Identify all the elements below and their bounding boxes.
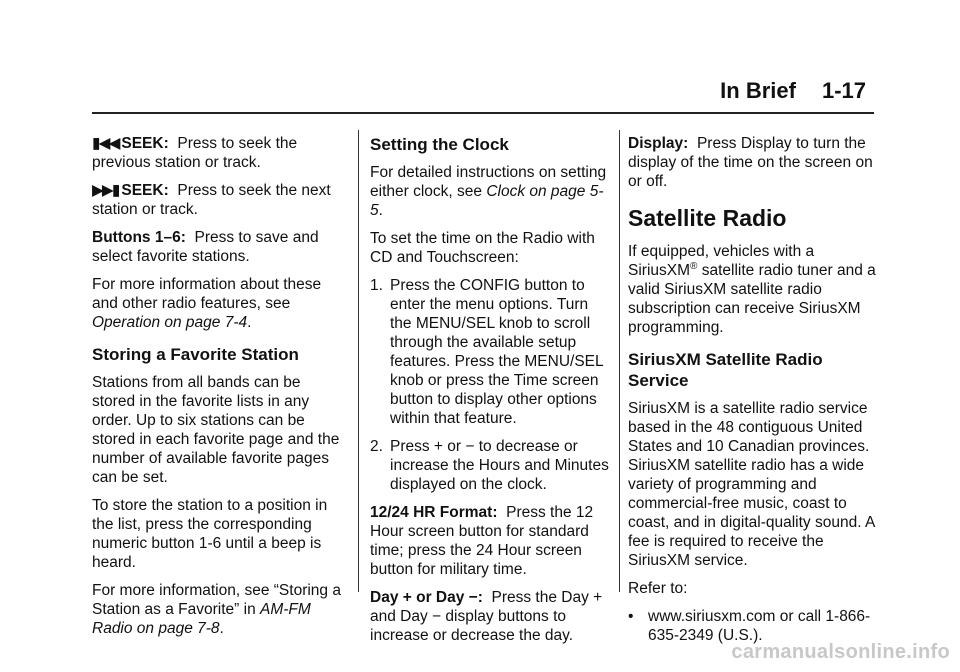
day-label: Day + or Day −: <box>370 589 483 606</box>
watermark: carmanualsonline.info <box>731 641 950 663</box>
more-info-text: For more information about these and other radio features, see <box>92 276 322 312</box>
seek-prev-label: SEEK: <box>121 135 169 152</box>
hr-format-text: Press the 12 Hour screen button for standard time; press the 24 Hour screen button for military time. <box>370 504 594 578</box>
clock-ref-link[interactable]: Clock on page 5-5 <box>370 183 604 219</box>
step-number: 1. <box>370 277 383 294</box>
service-p1: SiriusXM is a satellite radio service based in the 48 contiguous United States and 10 Canadian provinces. SiriusXM satellite radio has a wide variety of programming and commercial-free music, coast to coast, and in digital-quality sound. A fee is required to receive the SiriusXM service. <box>628 400 875 569</box>
step-text: Press the CONFIG button to enter the menu options. Turn the MENU/SEL knob to scroll through the available setup features. Press the MENU/SEL knob or press the Time screen button to display other options within that feature. <box>390 277 604 427</box>
header-rule <box>92 112 874 114</box>
amfm-ref-link[interactable]: AM-FM Radio on page 7-8 <box>92 601 311 637</box>
more-info-paragraph <box>92 275 344 332</box>
store-p3-text: For more information, see “Storing a Station as a Favorite” in <box>92 582 341 618</box>
clock-p1-text: For detailed instructions on setting either clock, see <box>370 164 607 200</box>
refer-text: Refer to: <box>628 580 688 597</box>
display-text: Press Display to turn the display of the time on the screen on or off. <box>628 135 873 190</box>
column-3 <box>628 134 876 654</box>
buttons-label: Buttons 1–6: <box>92 229 186 246</box>
list-item <box>370 437 614 494</box>
buttons-text: Press to save and select favorite stations. <box>92 229 319 265</box>
page-header <box>720 78 866 104</box>
day-paragraph <box>370 588 614 645</box>
seek-next-icon: ▶▶▮ <box>92 182 119 199</box>
service-heading: SiriusXM Satellite Radio Service <box>628 350 823 390</box>
store-p3-end: . <box>219 620 224 637</box>
store-p3 <box>92 581 344 638</box>
seek-next-paragraph <box>92 181 344 219</box>
clock-p2: To set the time on the Radio with CD and Touchscreen: <box>370 230 595 266</box>
store-p2: To store the station to a position in the list, press the corresponding numeric button 1-6 until a beep is heard. <box>92 497 328 571</box>
day-text: Press the Day + and Day − display buttons to increase or decrease the day. <box>370 589 603 644</box>
page-number: 1-17 <box>821 78 866 103</box>
seek-prev-paragraph <box>92 134 344 172</box>
column-1 <box>92 134 344 647</box>
seek-next-text: Press to seek the next station or track. <box>92 182 331 218</box>
seek-prev-text: Press to seek the previous station or track. <box>92 135 298 171</box>
satellite-heading: Satellite Radio <box>628 205 787 231</box>
bullet-text[interactable]: www.siriusxm.com or call 1-866-635-2349 (U.S.). <box>648 608 871 644</box>
step-number: 2. <box>370 438 383 455</box>
hr-format-label: 12/24 HR Format: <box>370 504 498 521</box>
column-divider-1 <box>358 130 359 592</box>
list-item <box>370 276 614 428</box>
step-text: Press + or − to decrease or increase the Hours and Minutes displayed on the clock. <box>390 438 609 493</box>
seek-previous-icon: ▮◀◀ <box>92 135 119 152</box>
clock-p1-end: . <box>378 202 383 219</box>
registered-mark: ® <box>690 260 698 272</box>
buttons-paragraph <box>92 228 344 266</box>
display-paragraph <box>628 134 876 191</box>
clock-p1 <box>370 163 614 220</box>
satellite-p1-b: satellite radio tuner and a valid SiriusXM satellite radio subscription can receive SiriusXM programming. <box>628 262 876 336</box>
satellite-p1-a: If equipped, vehicles with a SiriusXM <box>628 243 815 279</box>
store-heading: Storing a Favorite Station <box>92 345 299 364</box>
clock-heading: Setting the Clock <box>370 135 509 154</box>
hr-format-paragraph <box>370 503 614 579</box>
column-divider-2 <box>619 130 620 592</box>
more-info-end: . <box>247 314 252 331</box>
seek-next-label: SEEK: <box>121 182 169 199</box>
bullet-icon: • <box>628 608 634 625</box>
list-item <box>628 607 876 645</box>
section-title: In Brief <box>720 78 796 103</box>
store-p1: Stations from all bands can be stored in the favorite lists in any order. Up to six stations can be stored in each favorite page and the number of available favorite pages can be set. <box>92 374 340 486</box>
column-2 <box>370 134 614 654</box>
operation-ref-link[interactable]: Operation on page 7-4 <box>92 314 248 331</box>
satellite-p1 <box>628 242 876 337</box>
display-label: Display: <box>628 135 689 152</box>
